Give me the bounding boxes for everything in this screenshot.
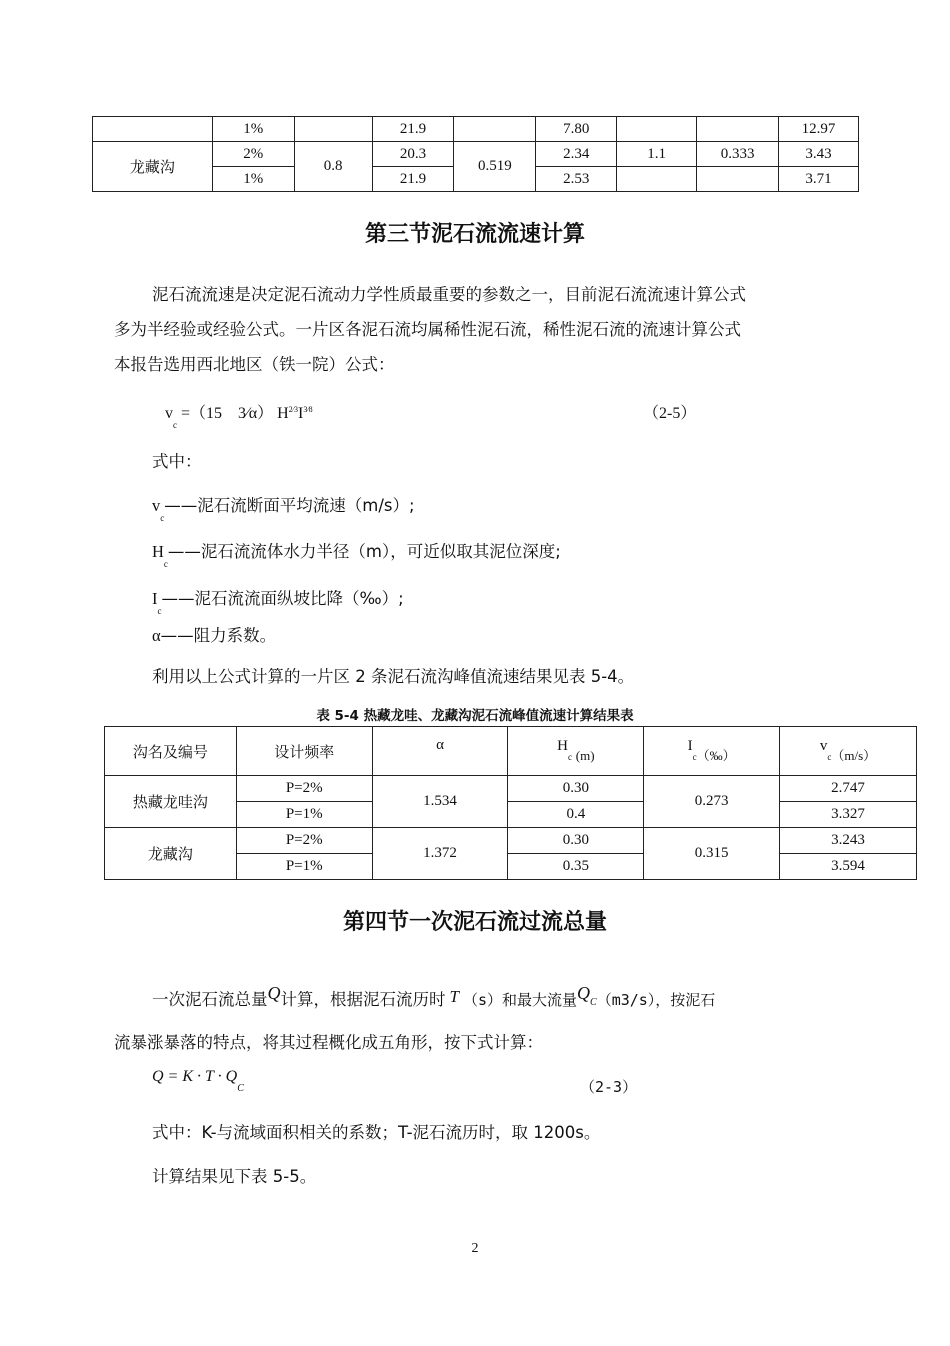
text-span: （m3/s），按泥石 bbox=[596, 991, 716, 1009]
table-cell: 7.80 bbox=[536, 117, 617, 142]
table-cell: 0.273 bbox=[644, 776, 780, 828]
symbol-subscript: c bbox=[692, 752, 697, 762]
table-cell bbox=[617, 117, 697, 142]
table-cell: 2.53 bbox=[536, 167, 617, 192]
symbol-subscript: C bbox=[590, 997, 597, 1008]
definition-text: ——阻力系数。 bbox=[160, 626, 277, 645]
table-cell bbox=[697, 117, 779, 142]
table-cell bbox=[617, 167, 697, 192]
header-v bbox=[780, 727, 917, 776]
table-row bbox=[93, 142, 859, 167]
where-label: 式中： bbox=[152, 452, 202, 471]
section-title: 第三节泥石流流速计算 bbox=[364, 222, 585, 247]
paragraph-line: 泥石流流速是决定泥石流动力学性质最重要的参数之一，目前泥石流流速计算公式 bbox=[152, 285, 746, 304]
definition-text: ——泥石流断面平均流速（m/s）; bbox=[164, 496, 415, 515]
table-cell: 2.34 bbox=[536, 142, 617, 167]
symbol: I bbox=[152, 589, 158, 608]
table-cell: P=1% bbox=[236, 802, 372, 828]
symbol-Q: Q bbox=[267, 983, 281, 1003]
symbol-subscript: c bbox=[827, 752, 832, 762]
text-span: 计算，根据泥石流历时 bbox=[280, 990, 446, 1009]
symbol-T: T bbox=[449, 987, 459, 1006]
table-row bbox=[93, 117, 859, 142]
velocity-formula bbox=[165, 400, 725, 436]
text-span: （s）和最大流量 bbox=[462, 991, 578, 1009]
header-frequency: 设计频率 bbox=[236, 727, 372, 776]
table-cell: 3.594 bbox=[780, 854, 917, 880]
table-cell: 1.372 bbox=[372, 828, 508, 880]
volume-formula bbox=[152, 1068, 652, 1096]
section4-line1 bbox=[152, 982, 872, 1020]
table-cell: 3.327 bbox=[780, 802, 917, 828]
unit: (m) bbox=[575, 748, 595, 763]
unit: （m/s） bbox=[831, 748, 877, 763]
symbol: H bbox=[152, 542, 164, 561]
table-cell bbox=[454, 117, 536, 142]
table-cell: P=1% bbox=[236, 854, 372, 880]
table-cell: 20.3 bbox=[372, 142, 454, 167]
gully-name: 龙藏沟 bbox=[105, 828, 237, 880]
formula-body: Q = K · T · Q bbox=[152, 1068, 238, 1085]
table-cell: 0.4 bbox=[508, 802, 644, 828]
table-caption: 表 5-4 热藏龙哇、龙藏沟泥石流峰值流速计算结果表 bbox=[316, 708, 634, 724]
header-H bbox=[508, 727, 644, 776]
formula-exponent: 3⁄8 bbox=[303, 405, 313, 414]
table-cell-name: 龙藏沟 bbox=[93, 142, 213, 192]
table-cell: 21.9 bbox=[372, 117, 454, 142]
symbol-subscript: c bbox=[157, 606, 162, 616]
table-cell: 1.534 bbox=[372, 776, 508, 828]
definition-line bbox=[152, 534, 561, 572]
where-line: 式中：K-与流域面积相关的系数；T-泥石流历时，取 1200s。 bbox=[152, 1123, 601, 1142]
definition-text: ——泥石流流面纵坡比降（‰）; bbox=[161, 589, 404, 608]
definition-text: ——泥石流流体水力半径（m），可近似取其泥位深度; bbox=[167, 542, 561, 561]
table-cell: 2% bbox=[212, 142, 294, 167]
table-cell: P=2% bbox=[236, 776, 372, 802]
table-cell: 0.35 bbox=[508, 854, 644, 880]
formula-symbol-H: H bbox=[277, 405, 289, 422]
paragraph-line: 本报告选用西北地区（铁一院）公式： bbox=[114, 355, 395, 374]
flow-table-continued bbox=[92, 116, 859, 192]
formula-subscript: c bbox=[173, 420, 177, 430]
table-cell: 21.9 bbox=[372, 167, 454, 192]
table-cell: 0.30 bbox=[508, 828, 644, 854]
symbol: α bbox=[152, 626, 161, 645]
symbol: v bbox=[819, 738, 828, 754]
symbol: H bbox=[557, 738, 569, 754]
formula-subscript: C bbox=[237, 1083, 244, 1094]
table-cell: P=2% bbox=[236, 828, 372, 854]
table-row bbox=[105, 828, 917, 854]
section3-paragraph bbox=[114, 277, 854, 382]
gully-name: 热藏龙哇沟 bbox=[105, 776, 237, 828]
symbol-subscript: c bbox=[163, 559, 168, 569]
header-name: 沟名及编号 bbox=[105, 727, 237, 776]
table-cell: 0.8 bbox=[294, 142, 372, 192]
table-cell bbox=[93, 117, 213, 142]
symbol: I bbox=[687, 738, 693, 754]
table-cell: 1% bbox=[212, 117, 294, 142]
result-sentence: 利用以上公式计算的一片区 2 条泥石流沟峰值流速结果见表 5-4。 bbox=[152, 667, 635, 686]
symbol-subscript: c bbox=[568, 752, 573, 762]
table-cell: 2.747 bbox=[780, 776, 917, 802]
table-cell: 0.315 bbox=[644, 828, 780, 880]
text-span: 一次泥石流总量 bbox=[152, 990, 268, 1009]
section-title: 第四节一次泥石流过流总量 bbox=[342, 910, 607, 935]
symbol: v bbox=[152, 496, 161, 515]
formula-symbol-I: I bbox=[298, 405, 304, 422]
table-cell: 3.43 bbox=[779, 142, 859, 167]
table-cell: 3.71 bbox=[779, 167, 859, 192]
table-cell: 3.243 bbox=[780, 828, 917, 854]
velocity-results-table bbox=[104, 726, 917, 880]
paragraph-line: 多为半经验或经验公式。一片区各泥石流均属稀性泥石流，稀性泥石流的流速计算公式 bbox=[114, 320, 741, 339]
table-cell: 0.519 bbox=[454, 142, 536, 192]
header-I bbox=[644, 727, 780, 776]
formula-number: （2-3） bbox=[580, 1078, 638, 1096]
header-alpha bbox=[372, 727, 508, 776]
table-cell bbox=[697, 167, 779, 192]
definition-line bbox=[152, 581, 404, 619]
definition-line bbox=[152, 618, 276, 653]
alpha-symbol: α bbox=[436, 736, 444, 753]
table-header-row bbox=[105, 727, 917, 776]
page-number: 2 bbox=[471, 1241, 479, 1256]
symbol-subscript: c bbox=[160, 513, 165, 523]
table-cell: 1% bbox=[212, 167, 294, 192]
formula-symbol-v: v bbox=[165, 405, 173, 422]
formula-number: （2-5） bbox=[643, 405, 697, 422]
table-cell bbox=[294, 117, 372, 142]
result-sentence: 计算结果见下表 5-5。 bbox=[152, 1167, 317, 1186]
symbol-Qc: Q bbox=[577, 983, 591, 1003]
formula-body: =（15 3⁄α） bbox=[181, 405, 274, 422]
section4-line2: 流暴涨暴落的特点，将其过程概化成五角形，按下式计算： bbox=[114, 1033, 543, 1052]
table-cell: 12.97 bbox=[779, 117, 859, 142]
table-row bbox=[105, 776, 917, 802]
formula-exponent: 2⁄3 bbox=[288, 405, 298, 414]
definition-line bbox=[152, 488, 415, 526]
table-cell: 1.1 bbox=[617, 142, 697, 167]
table-cell: 0.333 bbox=[697, 142, 779, 167]
unit: （‰） bbox=[696, 748, 736, 763]
table-cell: 0.30 bbox=[508, 776, 644, 802]
